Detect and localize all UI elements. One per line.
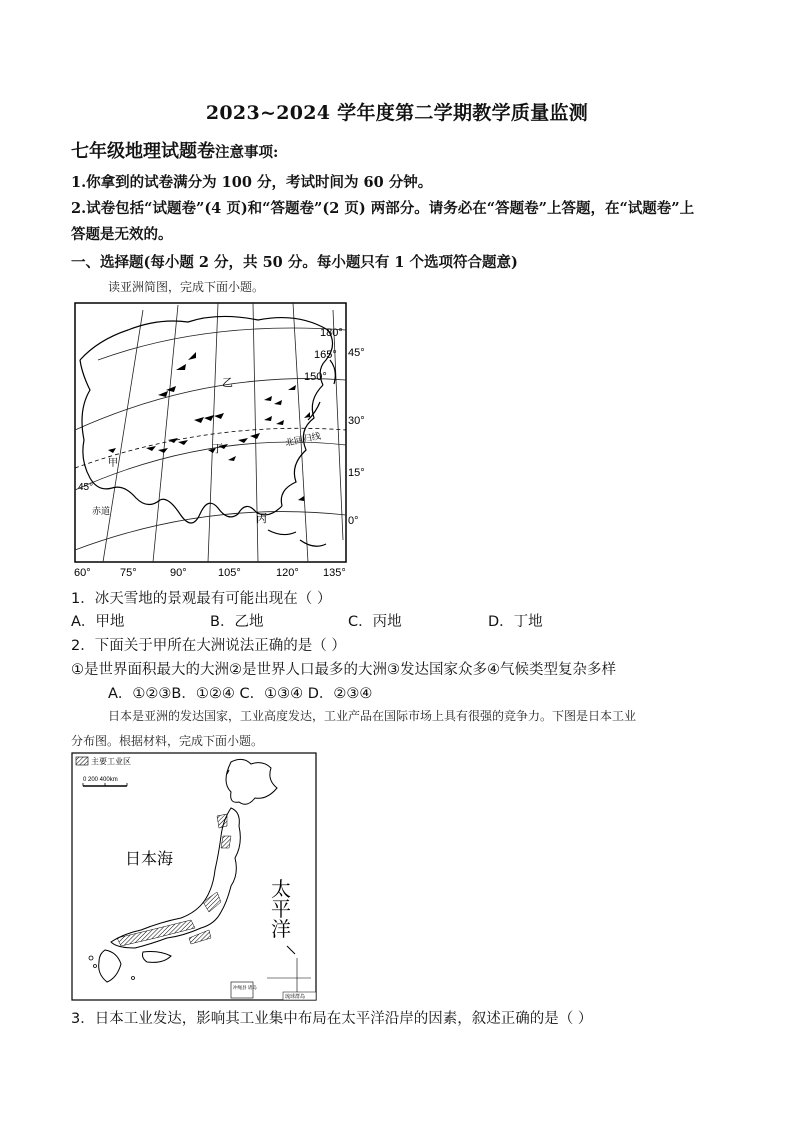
lat-label-30: 30° [348,415,365,427]
corner-caption: 琉球群岛 [285,994,306,1000]
lat-label-15: 15° [348,467,365,479]
q2-statements: ①是世界面积最大的大洲②是世界人口最多的大洲③发达国家众多④气候类型复杂多样 [71,662,616,678]
lon-label-135: 135° [323,567,346,579]
q1-option-b: B．乙地 [210,614,264,630]
exam-title: 2023~2024 学年度第二学期教学质量监测 [205,102,589,124]
asia-intro: 读亚洲简图，完成下面小题。 [108,280,265,294]
note-1: 1.你拿到的试卷满分为 100 分，考试时间为 60 分钟。 [71,174,433,191]
scale-label: 0 200 400km [83,777,118,783]
subtitle-main: 七年级地理试题卷 [71,141,215,162]
exam-subtitle [71,137,278,163]
pacific-label-3: 洋 [271,919,291,941]
lat-label-0: 0° [348,515,359,527]
lon-label-105: 105° [218,567,241,579]
lon-label-150: 150° [304,371,327,383]
lon-label-165: 165° [314,349,337,361]
pacific-label-1: 太 [271,879,291,901]
lat-label-45: 45° [348,347,365,359]
region-bing: 丙 [256,513,267,525]
q1-option-a: A．甲地 [71,614,125,630]
lon-label-60: 60° [74,567,91,579]
lon-label-90: 90° [170,567,187,579]
left-lat-label: 45° [78,482,94,493]
region-ding: 丁 [212,443,223,455]
inset-caption: 冲绳县 诸岛 [233,985,257,990]
sea-of-japan-label: 日本海 [125,851,174,868]
q1-option-d: D．丁地 [488,614,543,630]
q2-options: A．①②③B．①②④ C．①③④ D．②③④ [108,686,373,702]
pacific-label-2: 平 [271,899,291,921]
section-heading: 一、选择题(每小题 2 分，共 50 分。每小题只有 1 个选项符合题意) [71,254,518,271]
note-2-cont: 答题是无效的。 [71,226,173,243]
lon-label-120: 120° [276,567,299,579]
subtitle-note: 注意事项: [215,144,279,161]
japan-intro-2: 分布图。根据材料，完成下面小题。 [71,734,264,748]
tropic-label: 北回归线 [284,430,322,448]
legend-hatch-icon [76,757,88,765]
lon-label-180: 180° [320,327,343,339]
asia-map [68,300,378,582]
japan-intro-1: 日本是亚洲的发达国家，工业高度发达，工业产品在国际市场上具有很强的竞争力。下图是日本工业 [108,709,637,723]
equator-label: 赤道 [92,506,111,516]
region-yi: 乙 [222,377,233,389]
question-3-stem: 3．日本工业发达，影响其工业集中布局在太平洋沿岸的因素，叙述正确的是（ ） [71,1011,593,1027]
note-2: 2.试卷包括“试题卷”(4 页)和“答题卷”(2 页) 两部分。请务必在“答题卷”上答题，在“试题卷”上 [71,200,695,217]
q1-option-c: C．丙地 [348,614,402,630]
question-1-stem: 1．冰天雪地的景观最有可能出现在（ ） [71,591,332,607]
lon-label-75: 75° [120,567,137,579]
japan-map [71,752,317,1002]
question-2-stem: 2．下面关于甲所在大洲说法正确的是（ ） [71,638,346,654]
legend-label: 主要工业区 [91,757,131,766]
region-jia: 甲 [108,458,118,469]
